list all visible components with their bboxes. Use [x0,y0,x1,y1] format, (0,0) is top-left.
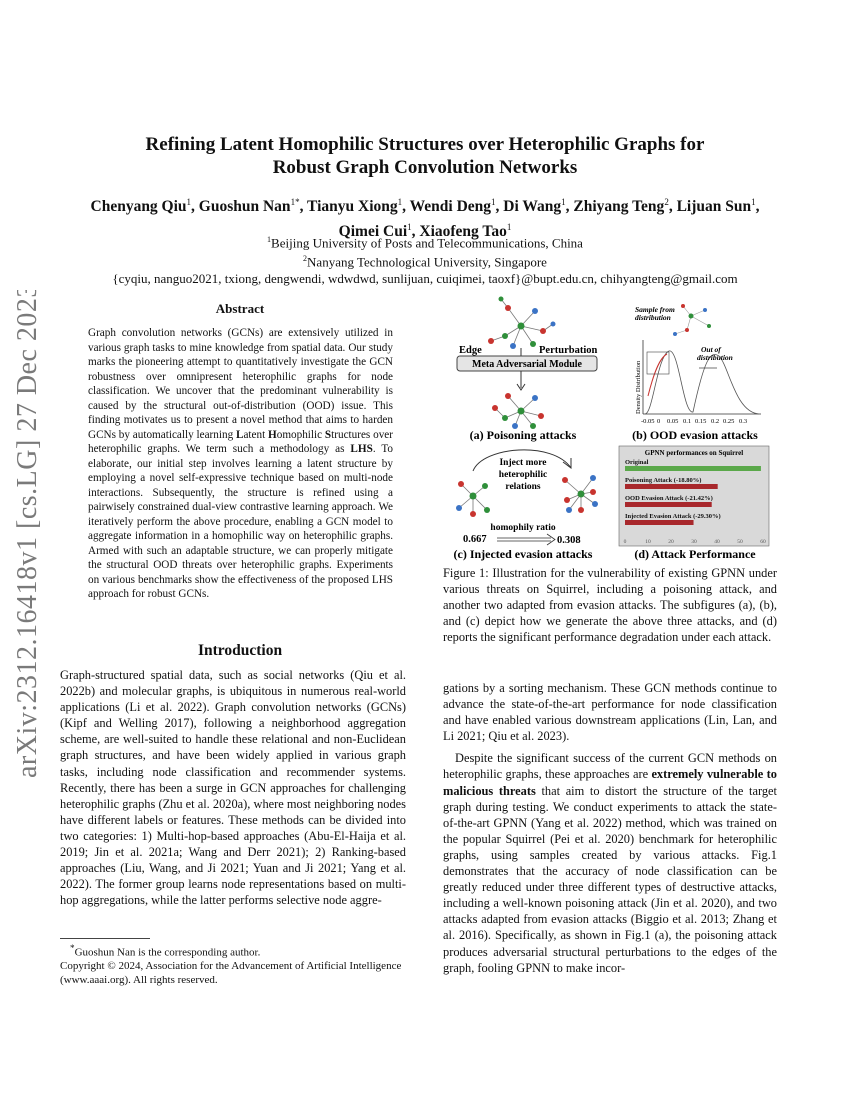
svg-text:0: 0 [657,418,661,425]
emails: {cyqiu, nanguo2021, txiong, dengwendi, wdwdwd, sunlijuan, cuiqimei, taoxf}@bupt.edu.cn, chihyangteng@gmail.com [112,270,738,286]
affiliations [60,232,790,287]
author: Tianyu Xiong$^1$, [307,197,410,216]
bar-label: Injected Evasion Attack (-29.30%) [625,513,721,520]
author: Guoshun Nan$^{1*}$, [198,197,308,216]
graph-a-top [491,299,553,346]
bar [625,502,712,507]
introduction-body [60,667,406,914]
subfig-a-label: (a) Poisoning attacks [469,428,577,442]
author: Chenyang Qiu$^1$, [90,197,199,216]
graph-a-top-nodes [488,297,556,350]
injected-evasion-panel [456,450,598,546]
author: Xiaofeng Tao$^1$ [419,222,512,241]
right-paragraph-2: Despite the significant success of the current GCN methods on heterophilic graphs, these approaches are extremely vulnerable to malicious threats that aim to distort the structure of the target graph during testing. We conduct experiments to attack the state-of-the-art GPNN (Yang et al. 2022) method, which was trained on the popular Squirrel (Pei et al. 2020) benchmark for heterophilic graphs, using samples created by various attacks. Fig.1 demonstrates that the accuracy of node classification can be greatly reduced under three different types of destructive attacks, including a well-known poisoning attack (Jin et al. 2020), and two attacks adapted from evasion attacks (Biggio et al. 2013; Zhang et al. 2016). Specifically, as shown in Fig.1 (a), the poisoning attack produces adversarial structural perturbations to the edges of the graph, fooling GPNN to make incor- [443,751,777,975]
x-tick-label: 30 [691,539,697,545]
graph-a-bottom-nodes [492,393,544,429]
x-tick-label: 60 [760,539,766,545]
paper-title [60,133,790,179]
x-tick-label: 20 [668,539,674,545]
arxiv-stamp [6,290,46,780]
title-line-2: Robust Graph Convolution Networks [272,157,578,178]
x-tick-label: 40 [714,539,720,545]
edge-label: Edge [459,345,482,356]
svg-text:distribution: distribution [697,353,733,362]
svg-text:0.1: 0.1 [683,418,692,425]
affiliation-2: $^2$Nanyang Technological University, Singapore [303,254,547,270]
bar [625,484,718,489]
svg-text:0.3: 0.3 [739,418,748,425]
author: Di Wang$^1$, [503,197,574,216]
author: Lijuan Sun$^1$, [676,197,760,216]
x-tick-label: 10 [645,539,651,545]
ood-distribution-panel [635,304,761,425]
affiliation-1: $^1$Beijing University of Posts and Telecommunications, China [267,235,583,251]
svg-text:0.308: 0.308 [557,535,581,546]
intro-paragraph: Graph-structured spatial data, such as social networks (Qiu et al. 2022b) and molecular graphs, is ubiquitous in numerous real-world applications (Li et al. 2022). Graph convolution networks (GCNs) (Kipf and Welling 2017), following a neighborhood aggregation scheme, are well-suited to handle these relational and non-Euclidean graph structures, and have been widely applied in various graph tasks, including node classification and recommender systems. Recently, there has been a surge in GCN approaches for challenging heterophilic graphs (Zhu et al. 2020a), where most neighboring nodes have different labels or features. These methods can be divided into two categories: 1) Multi-hop-based approaches (Abu-El-Haija et al. 2019; Jin et al. 2021a; Wang and Derr 2021); 2) Ranking-based approaches (Liu, Wang, and Ji 2021; Yuan and Ji 2021; Yang et al. 2022). The former group learns node representations based on multi-hop aggregations, while the latter performs selective node aggre- [60,668,406,908]
svg-text:Sample from: Sample from [635,305,675,314]
arxiv-id: arXiv:2312.16418v1 [cs.LG] 27 Dec 2023 [12,290,43,778]
right-column-body [443,680,777,982]
svg-text:0.15: 0.15 [695,418,707,425]
title-line-1: Refining Latent Homophilic Structures over Heterophilic Graphs for [145,134,705,155]
bar-label: OOD Evasion Attack (-21.42%) [625,495,713,502]
subfig-c-label: (c) Injected evasion attacks [453,547,593,561]
bar [625,520,694,525]
attack-performance-chart [619,446,769,546]
right-paragraph-1: gations by a sorting mechanism. These GCN methods continue to advance the state-of-the-art performance for node classification and have enabled various downstream applications (Lin, Lan, and Li 2021; Qiu et al. 2023). [443,681,777,744]
svg-text:homophily ratio: homophily ratio [490,523,556,533]
x-tick-label: 0 [623,539,627,545]
svg-text:-0.05: -0.05 [641,418,655,425]
svg-text:0.2: 0.2 [711,418,720,425]
svg-text:Inject more: Inject more [499,458,547,468]
perturbation-label: Perturbation [539,345,598,356]
svg-text:0.667: 0.667 [463,534,487,545]
author: Zhiyang Teng$^2$, [573,197,677,216]
svg-text:distribution: distribution [635,313,671,322]
bar-label: Poisoning Attack (-18.80%) [625,477,702,484]
introduction-heading: Introduction [197,642,283,659]
author: Qimei Cui$^1$, [338,222,420,241]
subfig-b-label: (b) OOD evasion attacks [632,428,758,442]
abstract-heading: Abstract [215,301,265,316]
svg-text:heterophilic: heterophilic [498,470,548,480]
author: Wendi Deng$^1$, [409,197,504,216]
meta-module-label: Meta Adversarial Module [472,359,582,370]
copyright: Copyright © 2024, Association for the Advancement of Artificial Intelligence (www.aaai.org). All rights reserved. [60,960,402,986]
figure-caption: Figure 1: Illustration for the vulnerability of existing GPNN under various threats on Squirrel, including a poisoning attack, and another two adapted from evasion attacks. The subfigures (a), (b), and (c) depict how we generate the above three attacks, and (d) reports the significant performance degradation under each attack. [443,566,777,645]
svg-text:0.05: 0.05 [667,418,679,425]
svg-text:Out of: Out of [701,345,721,354]
abstract-body: Graph convolution networks (GCNs) are extensively utilized in various graph tasks to mine knowledge from spatial data. Our study marks the pioneering attempt to quantitatively investigate the GCN robustness over omnipresent heterophilic graphs for node classification. We uncover that the predominant vulnerability is caused by the structural out-of-distribution (OOD) issue. This finding motivates us to present a novel method that aims to harden GCNs by automatically learning Latent Homophilic Structures over heterophilic graphs. We term such a methodology as LHS. To elaborate, our initial step involves learning a latent structure by employing a novel self-expressive technique based on multi-node interactions. Subsequently, the structure is refined using a pairwisely constrained dual-view contrastive learning approach. We iteratively perform the above procedure, enabling a GCN model to aggregate information in a homophilic way on heterophilic graphs. Armed with such an adaptable structure, we can properly mitigate the structural OOD threats over heterophilic graphs. Experiments on various benchmarks show the effectiveness of the proposed LHS approach for robust GCNs. [88,327,394,600]
svg-text:relations: relations [505,482,541,492]
bar-label: Original [625,459,649,466]
chart-title: GPNN performances on Squirrel [644,449,744,457]
svg-text:0.25: 0.25 [723,418,735,425]
x-tick-label: 50 [737,539,743,545]
subfig-d-label: (d) Attack Performance [634,547,756,561]
bar [625,466,761,471]
svg-text:Density Distribution: Density Distribution [635,360,642,414]
footnote: *Guoshun Nan is the corresponding author. Copyright © 2024, Association for the Advancement of Artificial Intelligence (www.aaai.org). All rights reserved. [60,938,406,987]
figure-1 [443,296,777,564]
